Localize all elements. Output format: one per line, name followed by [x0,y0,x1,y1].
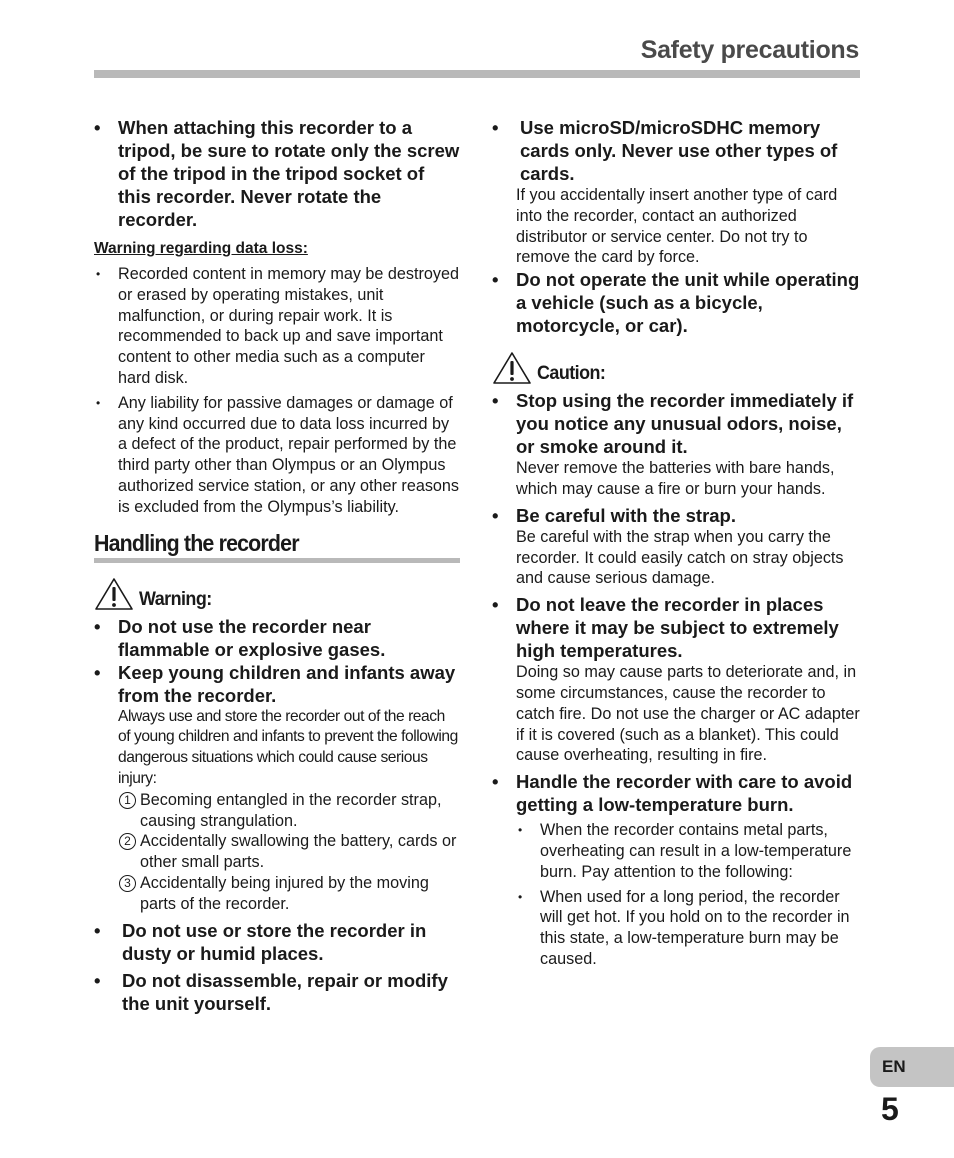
caution-item: • Handle the recorder with care to avoid getting a low-temperature burn. [492,771,853,816]
small-bullet-icon: • [518,889,523,904]
memory-card-body: If you accidentally insert another type of card into the recorder, contact an authorized distributor or service center. Do not try to remove the card by force. [516,186,838,267]
page-number: 5 [881,1091,899,1127]
warning-triangle-icon [94,577,134,611]
numbered-item: 3 Accidentally being injured by the moving parts of the recorder. [94,873,460,915]
numbered-item: 2 Accidentally swallowing the battery, cards or other small parts. [94,831,460,873]
warning-item: • Do not disassemble, repair or modify the unit yourself. [94,969,448,1014]
bullet-icon: • [492,390,499,412]
section-title: Handling the recorder [94,529,299,556]
bullet-icon: • [94,969,101,991]
memory-card-warning: • Use microSD/microSDHC memory cards only. Never use other types of cards. [492,117,838,184]
bullet-icon: • [492,117,499,138]
caution-heading [492,351,860,385]
bullet-icon: • [492,594,499,616]
section-rule [94,558,460,563]
data-loss-heading: Warning regarding data loss: [94,240,308,257]
numbered-item: 1 Becoming entangled in the recorder strap, causing strangulation. [94,790,460,832]
circled-number: 3 [119,875,136,892]
right-column [492,116,860,970]
tripod-warning [94,116,460,231]
bullet-icon: • [94,661,101,683]
caution-sub-item: • When used for a long period, the recorder will get hot. If you hold on to the recorder in this state, a low-temperature burn may be caused. [518,887,850,968]
left-column [94,116,460,1015]
small-bullet-icon: • [96,395,101,410]
bullet-icon: • [94,615,101,637]
small-bullet-icon: • [96,267,101,281]
warning-label: Warning: [139,587,212,610]
circled-number: 1 [119,792,136,809]
warning-item: • Do not use the recorder near flammable or explosive gases. [94,615,386,660]
vehicle-warning: • Do not operate the unit while operating a vehicle (such as a bicycle, motorcycle, or car). [492,269,860,337]
page-header-title: Safety precautions [640,36,859,64]
caution-item-body: Never remove the batteries with bare hands, which may cause a fire or burn your hands. [516,459,835,498]
caution-triangle-icon [492,351,532,385]
caution-label: Caution: [537,362,606,385]
header-rule [94,70,860,78]
caution-item-body: Doing so may cause parts to deteriorate and, in some circumstances, cause the recorder to catch fire. Do not use the charger or AC adapter if it is covered (such as a blanket). This could cause overheating, resulting in fire. [516,663,860,765]
warning-heading [94,577,460,611]
bullet-icon: • [492,771,499,793]
tripod-warning-text: When attaching this recorder to a tripod, be sure to rotate only the screw of the tripod in the tripod socket of this recorder. Never rotate the recorder. [118,117,460,230]
caution-item: • Stop using the recorder immediately if you notice any unusual odors, noise, or smoke around it. [492,390,854,458]
caution-item-body: Be careful with the strap when you carry the recorder. It could easily catch on stray objects and cause serious damage. [516,527,844,588]
small-bullet-icon: • [518,823,523,838]
warning-item: • Do not use or store the recorder in dusty or humid places. [94,919,427,964]
warning-item: • Keep young children and infants away from the recorder. [94,661,456,706]
bullet-icon: • [94,117,101,138]
caution-sub-item: • When the recorder contains metal parts, overheating can result in a low-temperature burn. Pay attention to the following: [518,821,852,881]
bullet-icon: • [492,269,499,291]
bullet-icon: • [492,504,499,526]
data-loss-item: • Any liability for passive damages or damage of any kind occurred due to data loss incurred by a defect of the product, repair performed by the third party other than Olympus or an Olympus authorized service station, or any other reasons is excluded from the Olympus’s liability. [96,393,460,516]
data-loss-item: • Recorded content in memory may be destroyed or erased by operating mistakes, unit malfunction, or during repair work. It is recommended to back up and save important content to other media such as a computer hard disk. [96,265,460,387]
caution-item: • Do not leave the recorder in places where it may be subject to extremely high temperatures. [492,594,839,662]
warning-item-body: Always use and store the recorder out of the reach of young children and infants to prevent the following dangerous situations which could cause serious injury: [118,707,458,787]
bullet-icon: • [94,919,101,941]
language-tab: EN [870,1047,954,1087]
caution-item: • Be careful with the strap. [492,504,736,526]
circled-number: 2 [119,833,136,850]
